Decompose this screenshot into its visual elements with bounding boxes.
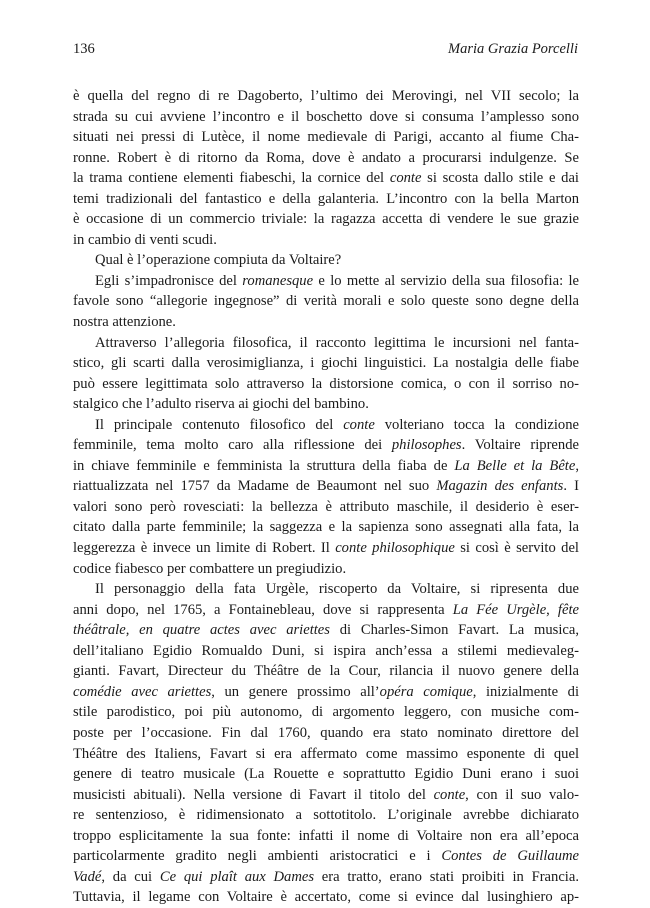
italic-text: conte (389, 170, 422, 187)
text-line (73, 333, 579, 354)
italic-text: Contes de Guillaume (441, 848, 579, 865)
text-run: in chiave femminile e femminista la struttura della fiaba de (73, 457, 455, 474)
text-line (73, 744, 579, 765)
running-head-author: Maria Grazia Porcelli (448, 41, 578, 57)
text-run: particolarmente gradito negli ambienti aristocratici e i (73, 848, 442, 865)
text-line (73, 846, 579, 867)
text-line (73, 579, 579, 600)
italic-text: philosophes (391, 437, 462, 454)
italic-text: Ce qui plaît aux Dames (159, 868, 315, 885)
text-run: codice fiabesco per combattere un pregiudizio. (73, 560, 347, 577)
text-run: favole sono “allegorie ingegnose” di verità morali e solo queste sono degne della (73, 293, 579, 310)
text-line (73, 764, 579, 785)
text-line (73, 456, 579, 477)
text-run: è occasione di un commercio triviale: la ragazza accetta di vendere le sue grazie (73, 211, 579, 228)
text-run: Il principale contenuto filosofico del (95, 416, 344, 433)
italic-text: comédie avec ariettes (73, 683, 212, 700)
italic-text: théâtrale, en quatre actes avec ariettes (73, 622, 330, 639)
text-run: era tratto, erano stati proibiti in Francia. (314, 868, 579, 885)
text-line (73, 538, 579, 559)
text-line (73, 497, 579, 518)
text-line (73, 209, 579, 230)
text-line (73, 189, 579, 210)
text-run: volteriano tocca la condizione (374, 416, 579, 433)
italic-text: fête (557, 601, 579, 618)
italic-text: conte (343, 416, 375, 433)
text-line (73, 394, 579, 415)
text-run: troppo esplicitamente la sua fonte: infatti il nome di Voltaire non era all’epoca (73, 827, 579, 844)
italic-text: conte (433, 786, 466, 803)
text-run: . Voltaire riprende (461, 437, 579, 454)
text-line (73, 559, 579, 580)
text-run: musicisti abituali). Nella versione di Favart il titolo del (73, 786, 434, 803)
italic-text: Vadé (73, 868, 102, 885)
text-run: situati nei pressi di Lutèce, il nome medievale di Parigi, accanto al fiume Cha- (73, 129, 579, 146)
text-line (73, 148, 579, 169)
text-line (73, 826, 579, 847)
text-run: leggerezza è invece un limite di Robert. Il (73, 540, 336, 557)
text-run: Egli s’impadronisce del (95, 272, 243, 289)
italic-text: Magazin des enfants (436, 478, 564, 495)
italic-text: romanesque (242, 272, 314, 289)
text-line (73, 107, 579, 128)
text-line (73, 230, 579, 251)
running-head (73, 40, 578, 58)
text-run: si così è servito del (454, 540, 579, 557)
text-run: di Charles-Simon Favart. La musica, (329, 622, 579, 639)
text-run: , (575, 457, 579, 474)
text-line (73, 127, 579, 148)
text-line (73, 723, 579, 744)
text-run: Tuttavia, il legame con Voltaire è accertato, come si evince dal lusinghiero ap- (73, 889, 579, 906)
text-line (73, 887, 579, 908)
text-run: e lo mette al servizio della sua filosofia: le (313, 272, 579, 289)
italic-text: La Belle et la Bête (454, 457, 576, 474)
text-run: stico, gli scarti dalla verosimiglianza, i giochi linguistici. La nostalgia delle fiabe (73, 355, 579, 372)
text-line (73, 476, 579, 497)
text-line (73, 168, 579, 189)
text-run: Il personaggio della fata Urgèle, riscoperto da Voltaire, si ripresenta due (95, 581, 579, 598)
text-run: temi tradizionali del fantastico e della galanteria. L’incontro con la bella Marton (73, 190, 579, 207)
italic-text: conte philosophique (335, 540, 455, 557)
text-line (73, 661, 579, 682)
text-line (73, 702, 579, 723)
text-run: è quella del regno di re Dagoberto, l’ultimo dei Merovingi, nel VII secolo; la (73, 88, 579, 104)
text-run: in cambio di venti scudi. (73, 231, 217, 248)
text-line (73, 641, 579, 662)
text-run: , un genere prossimo all’ (211, 683, 380, 700)
text-run: , da cui (101, 868, 160, 885)
text-run: la trama contiene elementi fiabeschi, la cornice del (73, 170, 390, 187)
text-line (73, 517, 579, 538)
text-run: si scosta dallo stile e dai (421, 170, 579, 187)
text-line (73, 353, 579, 374)
text-run: , (546, 601, 558, 618)
italic-text: opéra comique (379, 683, 473, 700)
text-line (73, 600, 579, 621)
text-run: stalgico che l’adulto riserva ai giochi del bambino. (73, 396, 369, 413)
text-line (73, 867, 579, 888)
text-run: Attraverso l’allegoria filosofica, il racconto legittima le incursioni nel fanta- (95, 334, 579, 351)
body-text (73, 86, 579, 908)
text-run: stile parodistico, poi più autonomo, di argomento leggero, con musiche com- (73, 704, 579, 721)
text-run: nostra attenzione. (73, 314, 176, 331)
text-run: Théâtre des Italiens, Favart si era affermato come massimo esponente di quel (73, 745, 579, 762)
text-run: riattualizzata nel 1757 da Madame de Beaumont nel suo (73, 478, 437, 495)
text-line (73, 250, 579, 271)
text-line (73, 435, 579, 456)
text-run: . I (563, 478, 579, 495)
text-line (73, 682, 579, 703)
text-run: dell’italiano Egidio Romualdo Duni, si ispira anch’essa a stilemi medievaleg- (73, 642, 579, 659)
text-run: valori sono però rovesciati: la bellezza è attributo maschile, il desiderio è eser- (73, 498, 579, 515)
text-line (73, 312, 579, 333)
text-run: , inizialmente di (472, 683, 580, 700)
page-number: 136 (73, 41, 95, 57)
text-line (73, 415, 579, 436)
text-line (73, 271, 579, 292)
text-line (73, 805, 579, 826)
text-run: , con il suo valo- (465, 786, 579, 803)
text-line (73, 86, 579, 107)
text-line (73, 374, 579, 395)
text-run: Qual è l’operazione compiuta da Voltaire? (95, 252, 342, 269)
text-run: citato dalla parte femminile; la saggezza e la sapienza sono assegnati alla fata, la (73, 519, 579, 536)
text-run: poste per l’occasione. Fin dal 1760, quando era stato nominato direttore del (73, 724, 579, 741)
text-run: può essere legittimata solo attraverso la distorsione comica, o con il sorriso no- (73, 375, 579, 392)
text-run: femminile, tema molto caro alla riflessione dei (73, 437, 392, 454)
text-line (73, 785, 579, 806)
text-run: re sentenzioso, è ridimensionato a sottotitolo. L’originale avrebbe dichiarato (73, 807, 579, 824)
text-line (73, 620, 579, 641)
italic-text: La Fée Urgèle (452, 601, 547, 618)
text-run: gianti. Favart, Directeur du Théâtre de la Cour, rilancia il nuovo genere della (73, 663, 579, 680)
text-line (73, 291, 579, 312)
text-run: genere di teatro musicale (La Rouette e soprattutto Egidio Duni erano i suoi (73, 766, 579, 783)
text-run: anni dopo, nel 1765, a Fontainebleau, dove si rappresenta (73, 601, 453, 618)
text-run: strada su cui avviene l’incontro e il boschetto dove si consuma l’amplesso sono (73, 108, 579, 125)
text-run: ronne. Robert è di ritorno da Roma, dove è andato a procurarsi indulgenze. Se (73, 149, 579, 166)
